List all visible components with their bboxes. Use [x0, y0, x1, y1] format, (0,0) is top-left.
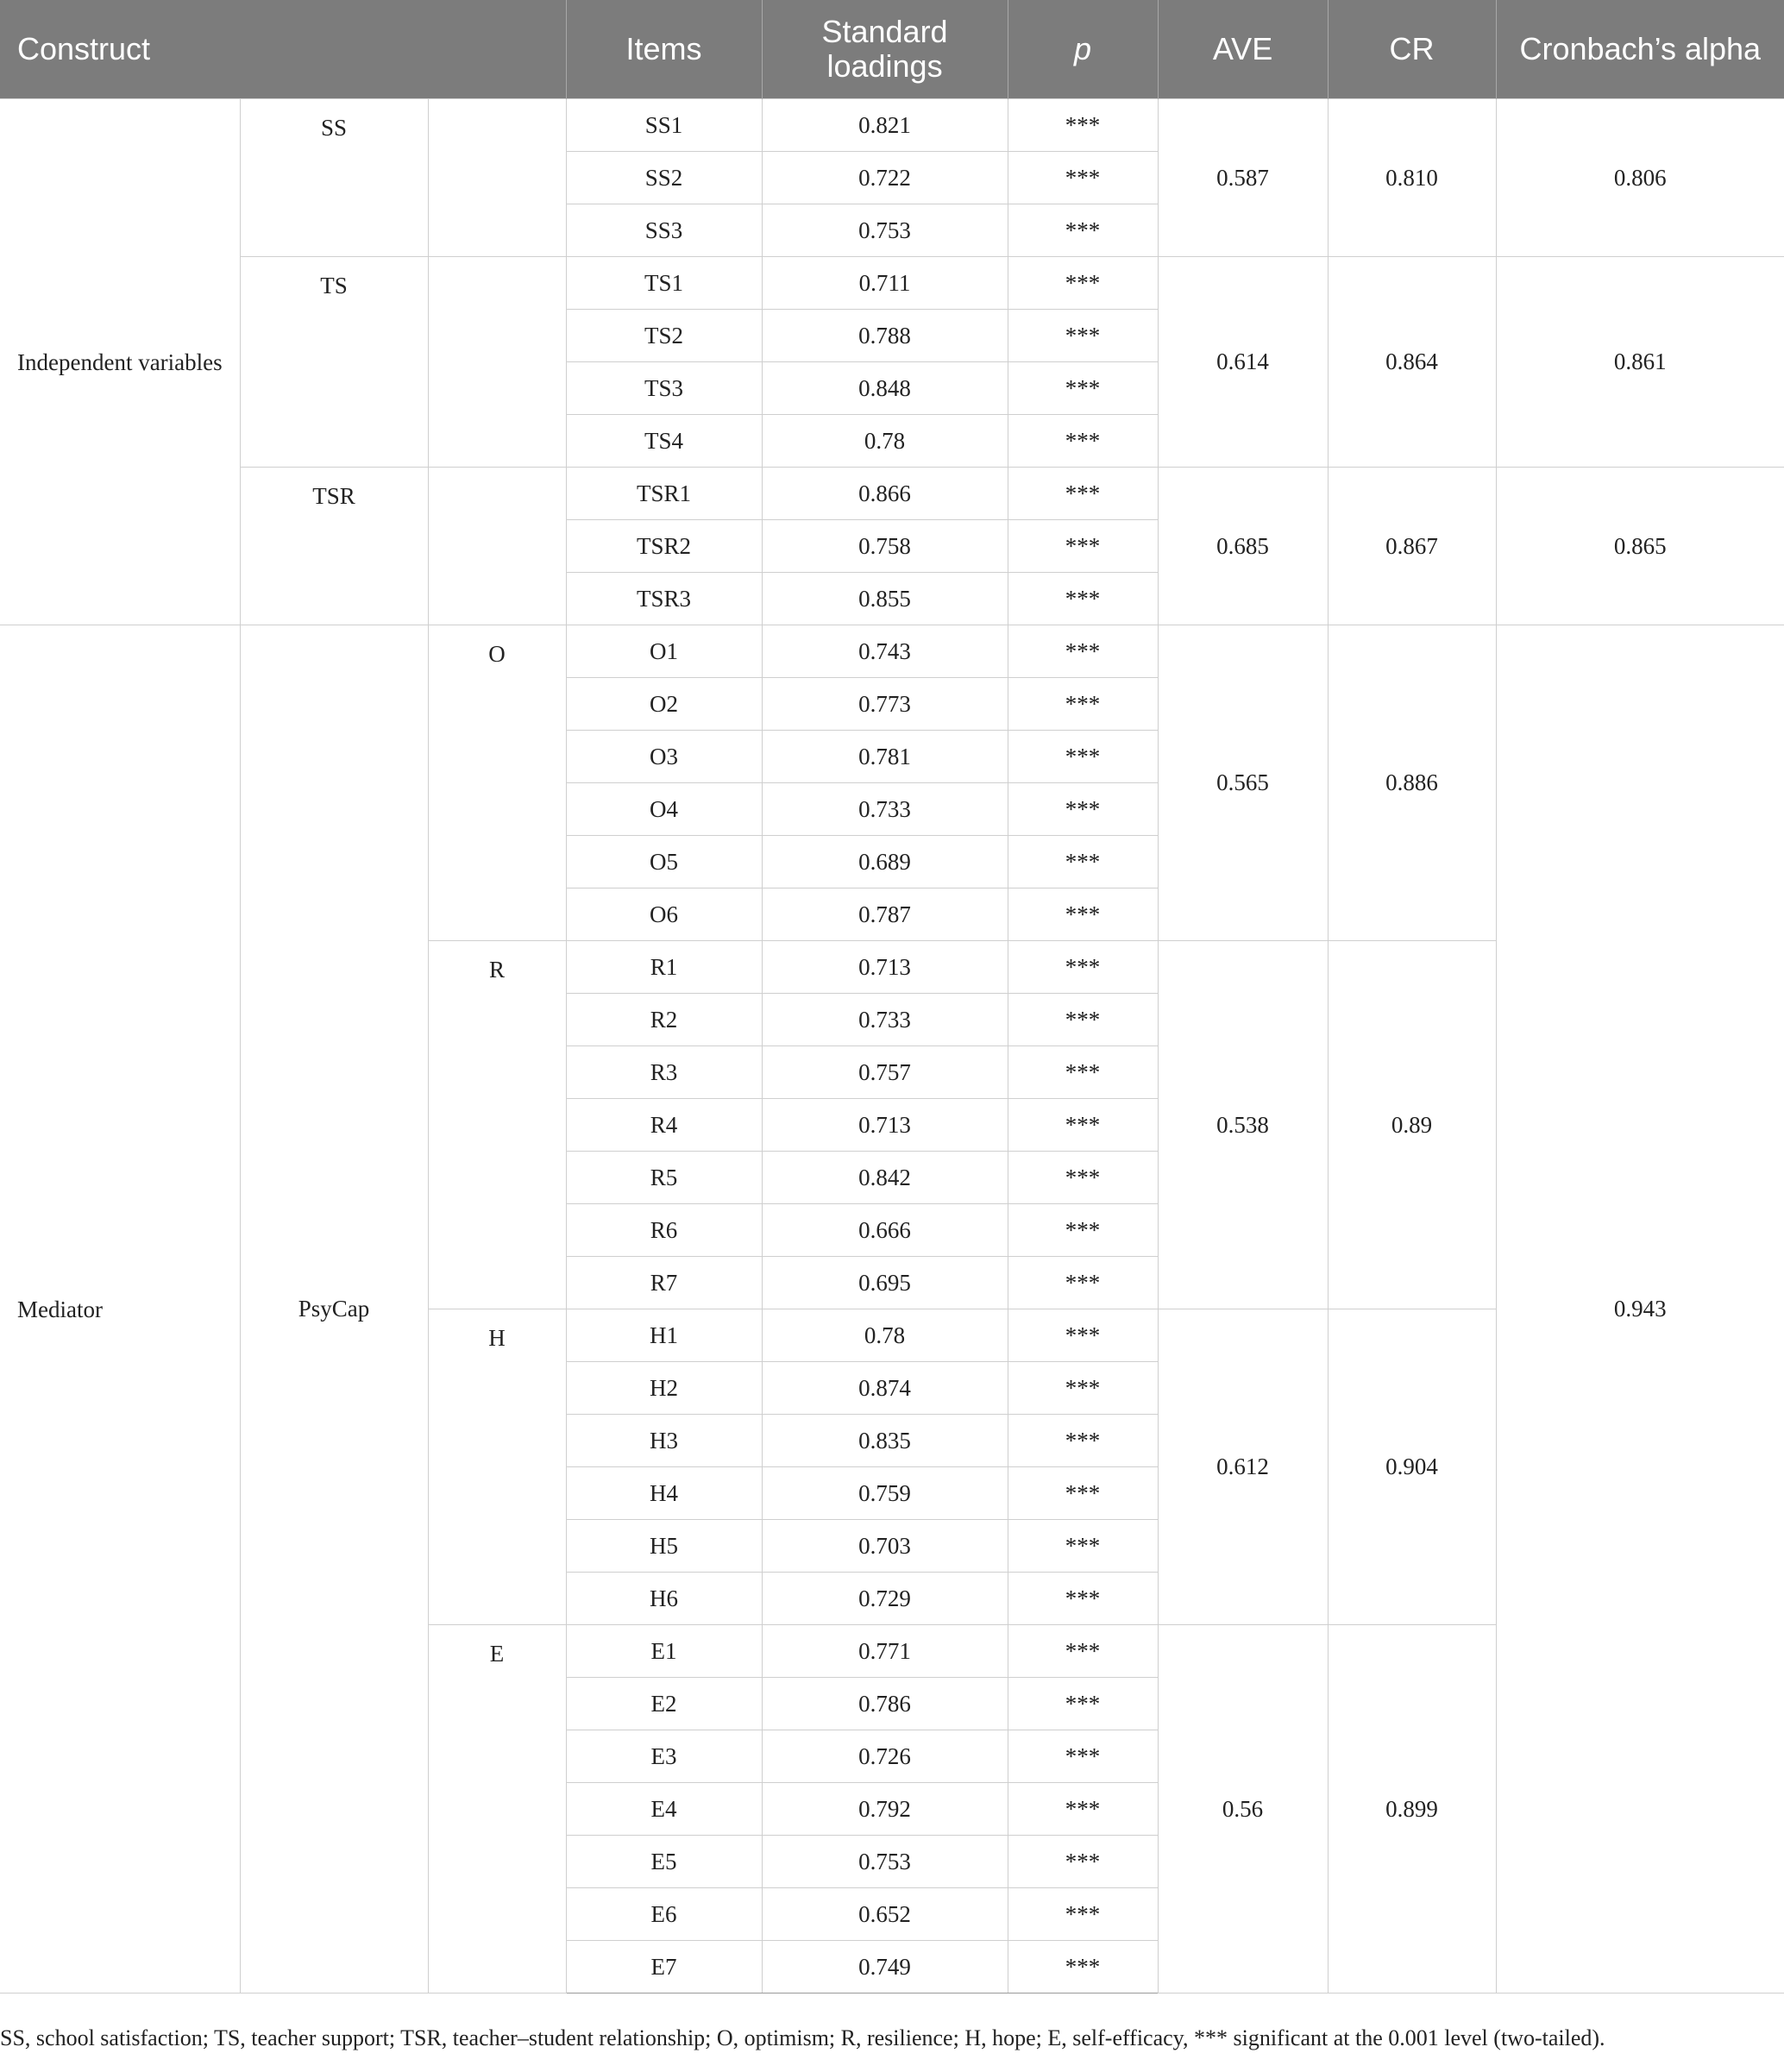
ave-cell: 0.612 [1158, 1309, 1328, 1625]
p-cell: *** [1008, 888, 1158, 941]
cr-cell: 0.899 [1328, 1625, 1496, 1994]
item-cell: H4 [566, 1467, 762, 1520]
item-cell: E4 [566, 1783, 762, 1836]
header-loadings: Standard loadings [762, 0, 1008, 99]
dimension-cell [428, 468, 566, 625]
loading-cell: 0.787 [762, 888, 1008, 941]
alpha-cell: 0.943 [1496, 625, 1784, 1994]
p-cell: *** [1008, 678, 1158, 731]
dimension-cell: O [428, 625, 566, 941]
cr-cell: 0.886 [1328, 625, 1496, 941]
loading-cell: 0.713 [762, 941, 1008, 994]
p-cell: *** [1008, 204, 1158, 257]
p-cell: *** [1008, 1783, 1158, 1836]
loading-cell: 0.726 [762, 1730, 1008, 1783]
p-cell: *** [1008, 836, 1158, 888]
table-row [0, 99, 1784, 152]
loading-cell: 0.689 [762, 836, 1008, 888]
item-cell: H1 [566, 1309, 762, 1362]
loading-cell: 0.835 [762, 1415, 1008, 1467]
loading-cell: 0.753 [762, 204, 1008, 257]
p-cell: *** [1008, 1625, 1158, 1678]
construct-cell: Mediator [0, 625, 240, 1994]
p-cell: *** [1008, 1204, 1158, 1257]
p-cell: *** [1008, 1941, 1158, 1994]
item-cell: TSR2 [566, 520, 762, 573]
loading-cell: 0.753 [762, 1836, 1008, 1888]
p-cell: *** [1008, 1888, 1158, 1941]
subconstruct-cell: TS [240, 257, 428, 468]
item-cell: SS1 [566, 99, 762, 152]
p-cell: *** [1008, 1099, 1158, 1152]
loading-cell: 0.78 [762, 415, 1008, 468]
loading-cell: 0.666 [762, 1204, 1008, 1257]
item-cell: R3 [566, 1046, 762, 1099]
loading-cell: 0.773 [762, 678, 1008, 731]
item-cell: O1 [566, 625, 762, 678]
loading-cell: 0.733 [762, 783, 1008, 836]
item-cell: SS3 [566, 204, 762, 257]
header-items: Items [566, 0, 762, 99]
ave-cell: 0.565 [1158, 625, 1328, 941]
p-cell: *** [1008, 1046, 1158, 1099]
p-cell: *** [1008, 1362, 1158, 1415]
p-cell: *** [1008, 362, 1158, 415]
subconstruct-cell: PsyCap [240, 625, 428, 1994]
p-cell: *** [1008, 99, 1158, 152]
loading-cell: 0.821 [762, 99, 1008, 152]
item-cell: TSR1 [566, 468, 762, 520]
item-cell: R6 [566, 1204, 762, 1257]
item-cell: O4 [566, 783, 762, 836]
ave-cell: 0.587 [1158, 99, 1328, 257]
construct-cell: Independent variables [0, 99, 240, 625]
loading-cell: 0.758 [762, 520, 1008, 573]
dimension-cell [428, 257, 566, 468]
item-cell: E2 [566, 1678, 762, 1730]
loading-cell: 0.866 [762, 468, 1008, 520]
loading-cell: 0.749 [762, 1941, 1008, 1994]
dimension-cell: E [428, 1625, 566, 1994]
p-cell: *** [1008, 1730, 1158, 1783]
ave-cell: 0.538 [1158, 941, 1328, 1309]
loading-cell: 0.729 [762, 1573, 1008, 1625]
item-cell: H5 [566, 1520, 762, 1573]
item-cell: E7 [566, 1941, 762, 1994]
loading-cell: 0.855 [762, 573, 1008, 625]
item-cell: R2 [566, 994, 762, 1046]
item-cell: O5 [566, 836, 762, 888]
header-p: p [1008, 0, 1158, 99]
p-cell: *** [1008, 1309, 1158, 1362]
cr-cell: 0.904 [1328, 1309, 1496, 1625]
loading-cell: 0.733 [762, 994, 1008, 1046]
loading-cell: 0.792 [762, 1783, 1008, 1836]
p-cell: *** [1008, 1467, 1158, 1520]
item-cell: R4 [566, 1099, 762, 1152]
table-row [0, 257, 1784, 310]
loading-cell: 0.786 [762, 1678, 1008, 1730]
p-cell: *** [1008, 1573, 1158, 1625]
loading-cell: 0.722 [762, 152, 1008, 204]
loading-cell: 0.743 [762, 625, 1008, 678]
item-cell: R7 [566, 1257, 762, 1309]
loading-cell: 0.652 [762, 1888, 1008, 1941]
cr-cell: 0.864 [1328, 257, 1496, 468]
loading-cell: 0.842 [762, 1152, 1008, 1204]
table-row [0, 468, 1784, 520]
ave-cell: 0.685 [1158, 468, 1328, 625]
p-cell: *** [1008, 468, 1158, 520]
loading-cell: 0.713 [762, 1099, 1008, 1152]
p-cell: *** [1008, 257, 1158, 310]
item-cell: H3 [566, 1415, 762, 1467]
dimension-cell [428, 99, 566, 257]
item-cell: SS2 [566, 152, 762, 204]
p-cell: *** [1008, 731, 1158, 783]
loading-cell: 0.759 [762, 1467, 1008, 1520]
alpha-cell: 0.861 [1496, 257, 1784, 468]
item-cell: H6 [566, 1573, 762, 1625]
item-cell: O6 [566, 888, 762, 941]
item-cell: E1 [566, 1625, 762, 1678]
alpha-cell: 0.806 [1496, 99, 1784, 257]
item-cell: H2 [566, 1362, 762, 1415]
cr-cell: 0.810 [1328, 99, 1496, 257]
p-cell: *** [1008, 573, 1158, 625]
loading-cell: 0.848 [762, 362, 1008, 415]
loading-cell: 0.771 [762, 1625, 1008, 1678]
p-cell: *** [1008, 625, 1158, 678]
p-cell: *** [1008, 1678, 1158, 1730]
p-cell: *** [1008, 783, 1158, 836]
item-cell: O2 [566, 678, 762, 731]
table-footnote: SS, school satisfaction; TS, teacher support; TSR, teacher–student relationship; O, optimism; R, resilience; H, hope; E, self-efficacy, *** significant at the 0.001 level (two-tailed). [0, 2025, 1605, 2050]
p-cell: *** [1008, 1415, 1158, 1467]
subconstruct-cell: SS [240, 99, 428, 257]
item-cell: TS2 [566, 310, 762, 362]
table-body [0, 99, 1784, 1994]
loading-cell: 0.788 [762, 310, 1008, 362]
loading-cell: 0.703 [762, 1520, 1008, 1573]
table-row [0, 625, 1784, 678]
header-row [0, 0, 1784, 99]
loading-cell: 0.757 [762, 1046, 1008, 1099]
header-construct: Construct [0, 0, 566, 99]
cr-cell: 0.867 [1328, 468, 1496, 625]
dimension-cell: H [428, 1309, 566, 1625]
p-cell: *** [1008, 1836, 1158, 1888]
p-cell: *** [1008, 1520, 1158, 1573]
ave-cell: 0.56 [1158, 1625, 1328, 1994]
subconstruct-cell: TSR [240, 468, 428, 625]
item-cell: TS1 [566, 257, 762, 310]
item-cell: O3 [566, 731, 762, 783]
item-cell: R1 [566, 941, 762, 994]
item-cell: TS4 [566, 415, 762, 468]
p-cell: *** [1008, 1257, 1158, 1309]
ave-cell: 0.614 [1158, 257, 1328, 468]
p-cell: *** [1008, 310, 1158, 362]
header-alpha: Cronbach’s alpha [1496, 0, 1784, 99]
p-cell: *** [1008, 520, 1158, 573]
loading-cell: 0.78 [762, 1309, 1008, 1362]
cr-cell: 0.89 [1328, 941, 1496, 1309]
p-cell: *** [1008, 941, 1158, 994]
item-cell: TS3 [566, 362, 762, 415]
p-cell: *** [1008, 994, 1158, 1046]
header-ave: AVE [1158, 0, 1328, 99]
loading-cell: 0.874 [762, 1362, 1008, 1415]
loading-cell: 0.711 [762, 257, 1008, 310]
p-cell: *** [1008, 1152, 1158, 1204]
header-cr: CR [1328, 0, 1496, 99]
item-cell: E6 [566, 1888, 762, 1941]
loading-cell: 0.781 [762, 731, 1008, 783]
alpha-cell: 0.865 [1496, 468, 1784, 625]
item-cell: R5 [566, 1152, 762, 1204]
p-cell: *** [1008, 152, 1158, 204]
item-cell: E3 [566, 1730, 762, 1783]
item-cell: E5 [566, 1836, 762, 1888]
p-cell: *** [1008, 415, 1158, 468]
item-cell: TSR3 [566, 573, 762, 625]
loading-cell: 0.695 [762, 1257, 1008, 1309]
dimension-cell: R [428, 941, 566, 1309]
